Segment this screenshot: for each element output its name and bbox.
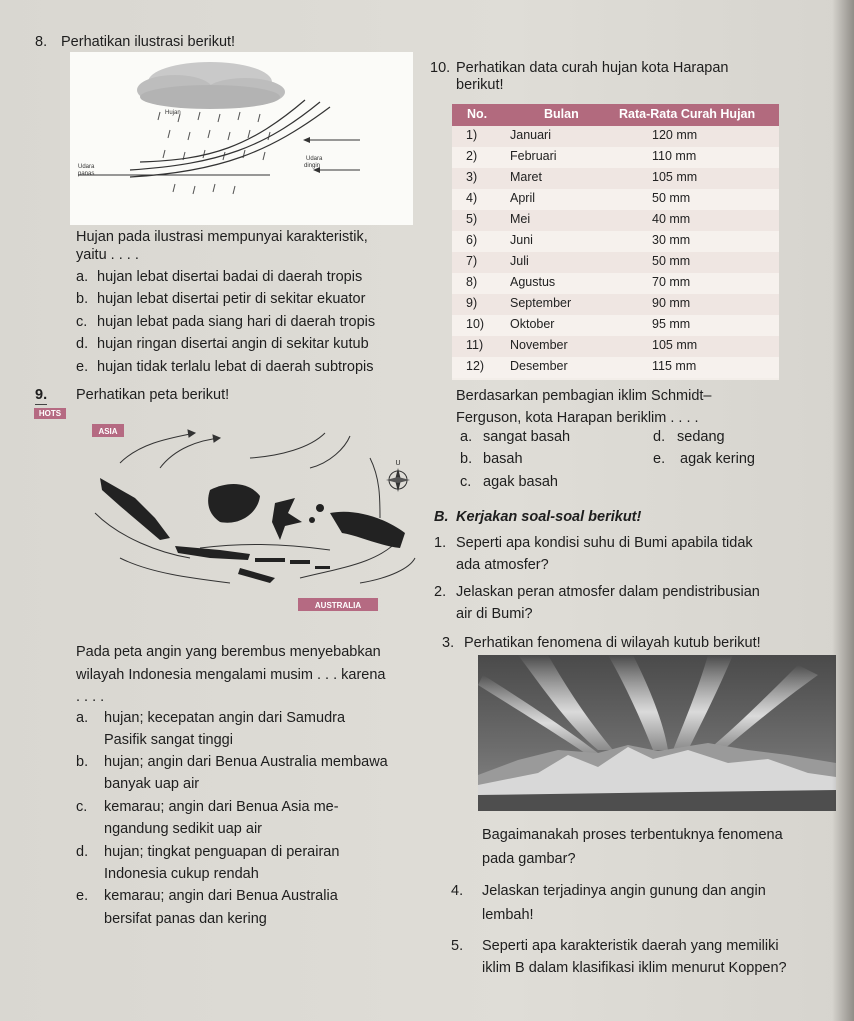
row-rainfall: 105 mm [652,338,698,352]
row-number: 3) [466,170,478,184]
sb-q5-line1: Seperti apa karakteristik daerah yang memiliki [482,938,779,954]
row-number: 5) [466,212,478,226]
row-rainfall: 50 mm [652,254,691,268]
row-number: 4) [466,191,478,205]
q10-option-a-letter: a. [460,429,473,445]
indonesia-wind-map [80,418,420,618]
row-number: 2) [466,149,478,163]
row-month: April [510,191,536,205]
indonesia-islands [100,478,405,583]
table-row [452,147,779,168]
row-month: Juni [510,233,533,247]
row-month: Desember [510,359,568,373]
q8-option-c-letter: c. [76,314,88,330]
q10-number: 10. [430,60,451,76]
rain-drops [158,112,270,194]
aurora-photo [478,655,836,811]
row-rainfall: 30 mm [652,233,691,247]
table-row [452,294,779,315]
q9-option-b-line1: hujan; angin dari Benua Australia membawa [104,754,388,770]
sb-q2-line2: air di Bumi? [456,606,533,622]
table-row [452,231,779,252]
q10-option-b: basah [483,451,523,467]
row-month: Agustus [510,275,556,289]
row-month: Januari [510,128,551,142]
q9-option-d-letter: d. [76,844,89,860]
row-number: 8) [466,275,478,289]
rainfall-table [452,104,779,380]
q8-option-b: hujan lebat disertai petir di sekitar ekuator [97,291,366,307]
row-number: 11) [466,338,484,352]
table-row [452,336,779,357]
label-udara-dingin-1: Udara [306,156,323,162]
q8-option-e: hujan tidak terlalu lebat di daerah subtropis [97,359,374,375]
row-number: 9) [466,296,478,310]
table-row [452,189,779,210]
q10-option-b-letter: b. [460,451,473,467]
table-row [452,315,779,336]
table-row [452,273,779,294]
row-rainfall: 50 mm [652,191,691,205]
rain-illustration [70,52,413,225]
q10-title-line2: berikut! [456,77,504,93]
sb-q4-line1: Jelaskan terjadinya angin gunung dan angin [482,883,766,899]
q10-option-a: sangat basah [483,429,571,445]
sb-q5-line2: iklim B dalam klasifikasi iklim menurut Koppen? [482,960,787,976]
row-rainfall: 90 mm [652,296,691,310]
q10-option-d-letter: d. [653,429,666,445]
q8-option-e-letter: e. [76,359,89,375]
row-rainfall: 40 mm [652,212,691,226]
cloud-icon [137,62,285,109]
q10-option-d: sedang [677,429,725,445]
label-udara-dingin-2: dingin [304,163,321,169]
table-row [452,210,779,231]
table-row [452,357,779,378]
q9-option-e-line1: kemarau; angin dari Benua Australia [104,888,338,904]
sb-q1-line1: Seperti apa kondisi suhu di Bumi apabila tidak [456,535,753,551]
sb-q4-line2: lembah! [482,907,534,923]
sb-q3-title: Perhatikan fenomena di wilayah kutub berikut! [464,635,761,651]
q10-title-line1: Perhatikan data curah hujan kota Harapan [456,60,729,76]
sb-q5-number: 5. [451,938,464,954]
hots-badge: HOTS [34,408,66,419]
q9-option-e-line2: bersifat panas dan kering [104,911,267,927]
q8-option-a: hujan lebat disertai badai di daerah tropis [97,269,363,285]
row-month: September [510,296,572,310]
sb-q1-number: 1. [434,535,447,551]
header-bulan: Bulan [544,107,579,121]
header-curah-hujan: Rata-Rata Curah Hujan [619,107,756,121]
section-b-letter: B. [434,509,449,525]
table-header [452,104,779,126]
row-rainfall: 110 mm [652,149,697,163]
label-udara-panas-1: Udara [78,164,95,170]
table-row [452,252,779,273]
row-month: Maret [510,170,542,184]
q8-option-d: hujan ringan disertai angin di sekitar kutub [97,336,369,352]
q9-option-e-letter: e. [76,888,89,904]
q8-stem-line1: Hujan pada ilustrasi mempunyai karakteristik, [76,229,368,245]
q9-title: Perhatikan peta berikut! [76,387,230,403]
table-row [452,168,779,189]
label-hujan: Hujan [165,110,181,116]
row-rainfall: 120 mm [652,128,698,142]
sb-q1-line2: ada atmosfer? [456,557,549,573]
label-udara-panas-2: panas [78,171,95,177]
row-month: Mei [510,212,531,226]
row-number: 7) [466,254,478,268]
row-month: Juli [510,254,529,268]
q9-option-a-line2: Pasifik sangat tinggi [104,732,233,748]
q10-option-c: agak basah [483,474,558,490]
sb-q4-number: 4. [451,883,464,899]
row-month: Februari [510,149,557,163]
q10-stem-line2: Ferguson, kota Harapan beriklim . . . . [456,410,699,426]
row-month: November [510,338,568,352]
q9-option-b-letter: b. [76,754,89,770]
q8-stem-line2: yaitu . . . . [76,247,139,263]
q9-option-a-line1: hujan; kecepatan angin dari Samudra [104,710,346,726]
label-australia: AUSTRALIA [314,601,362,610]
q8-option-c: hujan lebat pada siang hari di daerah tropis [97,314,376,330]
q9-option-c-letter: c. [76,799,88,815]
q9-stem-line3: . . . . [76,689,105,705]
row-rainfall: 95 mm [652,317,691,331]
q10-option-c-letter: c. [460,474,472,490]
q9-option-c-line2: ngandung sedikit uap air [104,821,263,837]
table-row [452,126,779,147]
q9-option-a-letter: a. [76,710,89,726]
q8-option-d-letter: d. [76,336,89,352]
row-rainfall: 115 mm [652,359,697,373]
sb-q3-line2: pada gambar? [482,851,576,867]
row-month: Oktober [510,317,555,331]
q9-option-b-line2: banyak uap air [104,776,200,792]
row-number: 10) [466,317,485,331]
compass-icon [386,460,410,492]
sb-q3-line1: Bagaimanakah proses terbentuknya fenomena [482,827,783,843]
q9-stem-line1: Pada peta angin yang berembus menyebabkan [76,644,381,660]
q9-option-c-line1: kemarau; angin dari Benua Asia me- [104,799,339,815]
q8-option-b-letter: b. [76,291,89,307]
sb-q2-line1: Jelaskan peran atmosfer dalam pendistribusian [456,584,760,600]
label-asia: ASIA [98,427,118,436]
q8-option-a-letter: a. [76,269,89,285]
row-number: 6) [466,233,478,247]
q10-option-e-letter: e. [653,451,666,467]
sb-q2-number: 2. [434,584,447,600]
q9-number: 9. [35,387,48,403]
sb-q3-number: 3. [442,635,455,651]
q9-option-d-line1: hujan; tingkat penguapan di perairan [104,844,340,860]
row-rainfall: 70 mm [652,275,691,289]
q10-stem-line1: Berdasarkan pembagian iklim Schmidt– [456,388,712,404]
q9-option-d-line2: Indonesia cukup rendah [104,866,259,882]
q9-stem-line2: wilayah Indonesia mengalami musim . . . karena [76,667,386,683]
q10-option-e: agak kering [680,451,755,467]
row-number: 1) [466,128,478,142]
compass-u-label: U [395,460,401,467]
q8-number: 8. [35,34,48,50]
row-rainfall: 105 mm [652,170,698,184]
header-no: No. [467,107,488,121]
row-number: 12) [466,359,485,373]
section-b-title: Kerjakan soal-soal berikut! [456,509,642,525]
q8-title: Perhatikan ilustrasi berikut! [61,34,236,50]
